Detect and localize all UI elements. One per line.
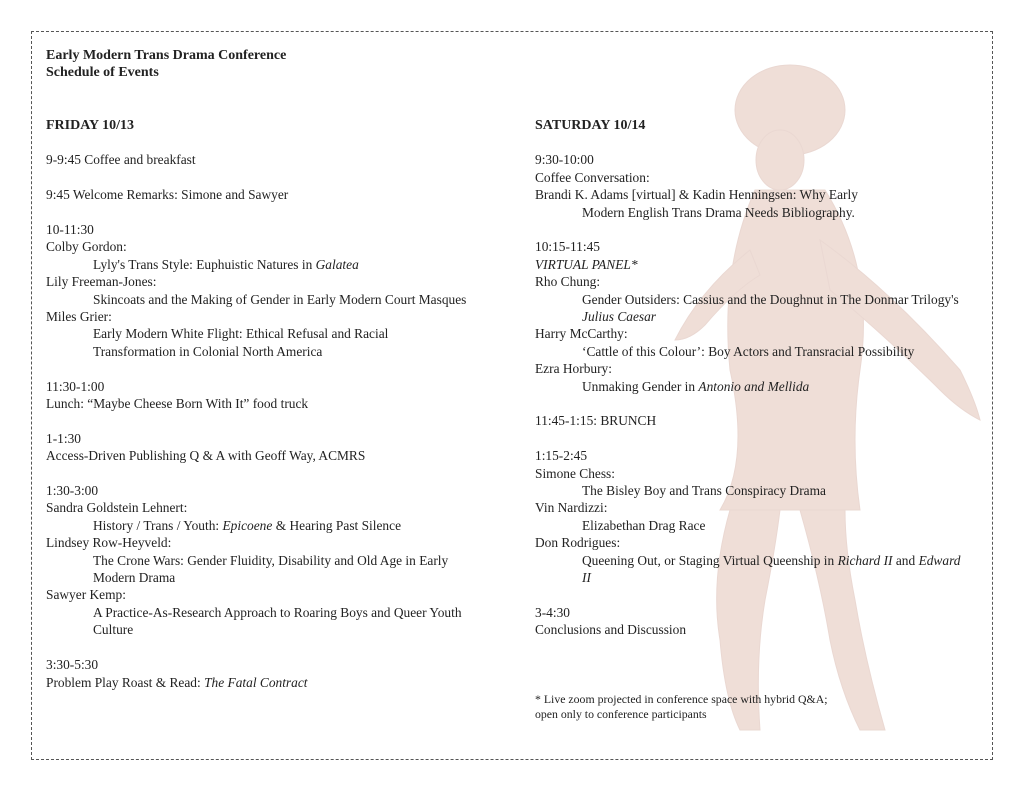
talk-title-italic: Edward II — [582, 552, 961, 586]
friday-qa-block — [46, 430, 516, 465]
friday-column — [46, 117, 516, 708]
talk-title-text: Unmaking Gender in — [582, 378, 696, 394]
panel-label-italic: VIRTUAL PANEL* — [535, 256, 638, 272]
talk-title: ‘Cattle of this Colour’: Boy Actors and Transracial Possibility — [582, 343, 915, 359]
talk-title — [46, 517, 516, 534]
talk-title: Elizabethan Drag Race — [582, 517, 706, 533]
friday-roast-block — [46, 656, 516, 691]
presenter-name: Simone Chess: — [535, 465, 615, 481]
friday-session-1 — [46, 221, 516, 360]
session-time: 3-4:30 — [535, 604, 570, 620]
event-line: 9:45 Welcome Remarks: Simone and Sawyer — [46, 187, 289, 203]
talk-line: Brandi K. Adams [virtual] & Kadin Henningsen: Why Early — [535, 187, 858, 203]
talk-title-text: & Hearing Past Silence — [275, 517, 402, 533]
talk-title: The Bisley Boy and Trans Conspiracy Drama — [582, 483, 826, 499]
presenter-name: Lily Freeman-Jones: — [46, 274, 157, 290]
document-header — [46, 47, 286, 81]
talk-title: Early Modern White Flight: Ethical Refusal and Racial Transformation in Colonial North America — [93, 326, 389, 359]
play-title-italic: The Fatal Contract — [204, 674, 308, 690]
session-time: 9:30-10:00 — [535, 152, 594, 168]
session-time: 10:15-11:45 — [535, 239, 600, 255]
event-line: Access-Driven Publishing Q & A with Geoff Way, ACMRS — [46, 448, 366, 464]
talk-title-text: Lyly's Trans Style: Euphuistic Natures in — [93, 256, 313, 272]
session-time: 1-1:30 — [46, 430, 81, 446]
presenter-name: Don Rodrigues: — [535, 535, 621, 551]
presenter-name: Miles Grier: — [46, 309, 112, 325]
talk-title-text: Gender Outsiders: Cassius and the Doughnut in The Donmar Trilogy's — [582, 291, 959, 307]
presenter-name: Lindsey Row-Heyveld: — [46, 535, 172, 551]
event-text: Problem Play Roast & Read: — [46, 674, 201, 690]
saturday-session-1 — [535, 151, 985, 221]
session-time: 1:30-3:00 — [46, 483, 99, 499]
saturday-brunch-block — [535, 412, 985, 429]
talk-title-italic: Antonio and Mellida — [698, 378, 810, 394]
talk-title — [535, 552, 962, 587]
talk-title-text: Queening Out, or Staging Virtual Queenship in — [582, 552, 835, 568]
footnote-line: open only to conference participants — [535, 707, 707, 721]
friday-welcome-block — [46, 186, 516, 203]
session-label: Coffee Conversation: — [535, 169, 650, 185]
footnote-line: * Live zoom projected in conference space with hybrid Q&A; — [535, 692, 828, 706]
friday-coffee-block — [46, 151, 516, 168]
presenter-name: Rho Chung: — [535, 274, 601, 290]
presenter-name: Sawyer Kemp: — [46, 587, 126, 603]
saturday-heading: SATURDAY 10/14 — [535, 118, 646, 133]
talk-title — [535, 378, 985, 395]
talk-title — [535, 291, 982, 326]
presenter-name: Ezra Horbury: — [535, 361, 612, 377]
session-time: 1:15-2:45 — [535, 448, 588, 464]
talk-title-text: and — [895, 552, 916, 568]
event-line: Conclusions and Discussion — [535, 622, 687, 638]
talk-title-text: History / Trans / Youth: — [93, 517, 220, 533]
presenter-name: Harry McCarthy: — [535, 326, 628, 342]
saturday-session-4 — [535, 604, 985, 639]
schedule-subtitle: Schedule of Events — [46, 65, 159, 80]
talk-line: Modern English Trans Drama Needs Bibliography. — [582, 204, 855, 220]
presenter-name: Colby Gordon: — [46, 239, 127, 255]
event-line: Lunch: “Maybe Cheese Born With It” food truck — [46, 396, 309, 412]
session-time: 11:30-1:00 — [46, 378, 105, 394]
event-line: 9-9:45 Coffee and breakfast — [46, 152, 196, 168]
virtual-panel-label — [535, 256, 985, 273]
session-time: 3:30-5:30 — [46, 657, 99, 673]
friday-session-2 — [46, 482, 516, 639]
event-line: 11:45-1:15: BRUNCH — [535, 413, 657, 429]
talk-title — [46, 256, 516, 273]
friday-lunch-block — [46, 378, 516, 413]
session-time: 10-11:30 — [46, 222, 94, 237]
conference-title: Early Modern Trans Drama Conference — [46, 48, 287, 63]
talk-title-italic: Galatea — [315, 256, 359, 272]
talk-title: The Crone Wars: Gender Fluidity, Disability and Old Age in Early Modern Drama — [93, 552, 449, 586]
presenter-name: Sandra Goldstein Lehnert: — [46, 500, 188, 516]
talk-title-italic: Richard II — [837, 552, 893, 568]
talk-title-italic: Epicoene — [222, 517, 273, 533]
talk-title: Skincoats and the Making of Gender in Early Modern Court Masques — [93, 291, 467, 307]
friday-heading: FRIDAY 10/13 — [46, 118, 135, 133]
presenter-name: Vin Nardizzi: — [535, 500, 608, 516]
saturday-session-3 — [535, 447, 985, 586]
saturday-session-2 — [535, 238, 985, 395]
talk-title-italic: Julius Caesar — [582, 309, 657, 325]
footnote — [535, 692, 828, 722]
saturday-column — [535, 117, 985, 656]
event-line — [46, 674, 516, 691]
talk-title: A Practice-As-Research Approach to Roaring Boys and Queer Youth Culture — [93, 604, 462, 638]
